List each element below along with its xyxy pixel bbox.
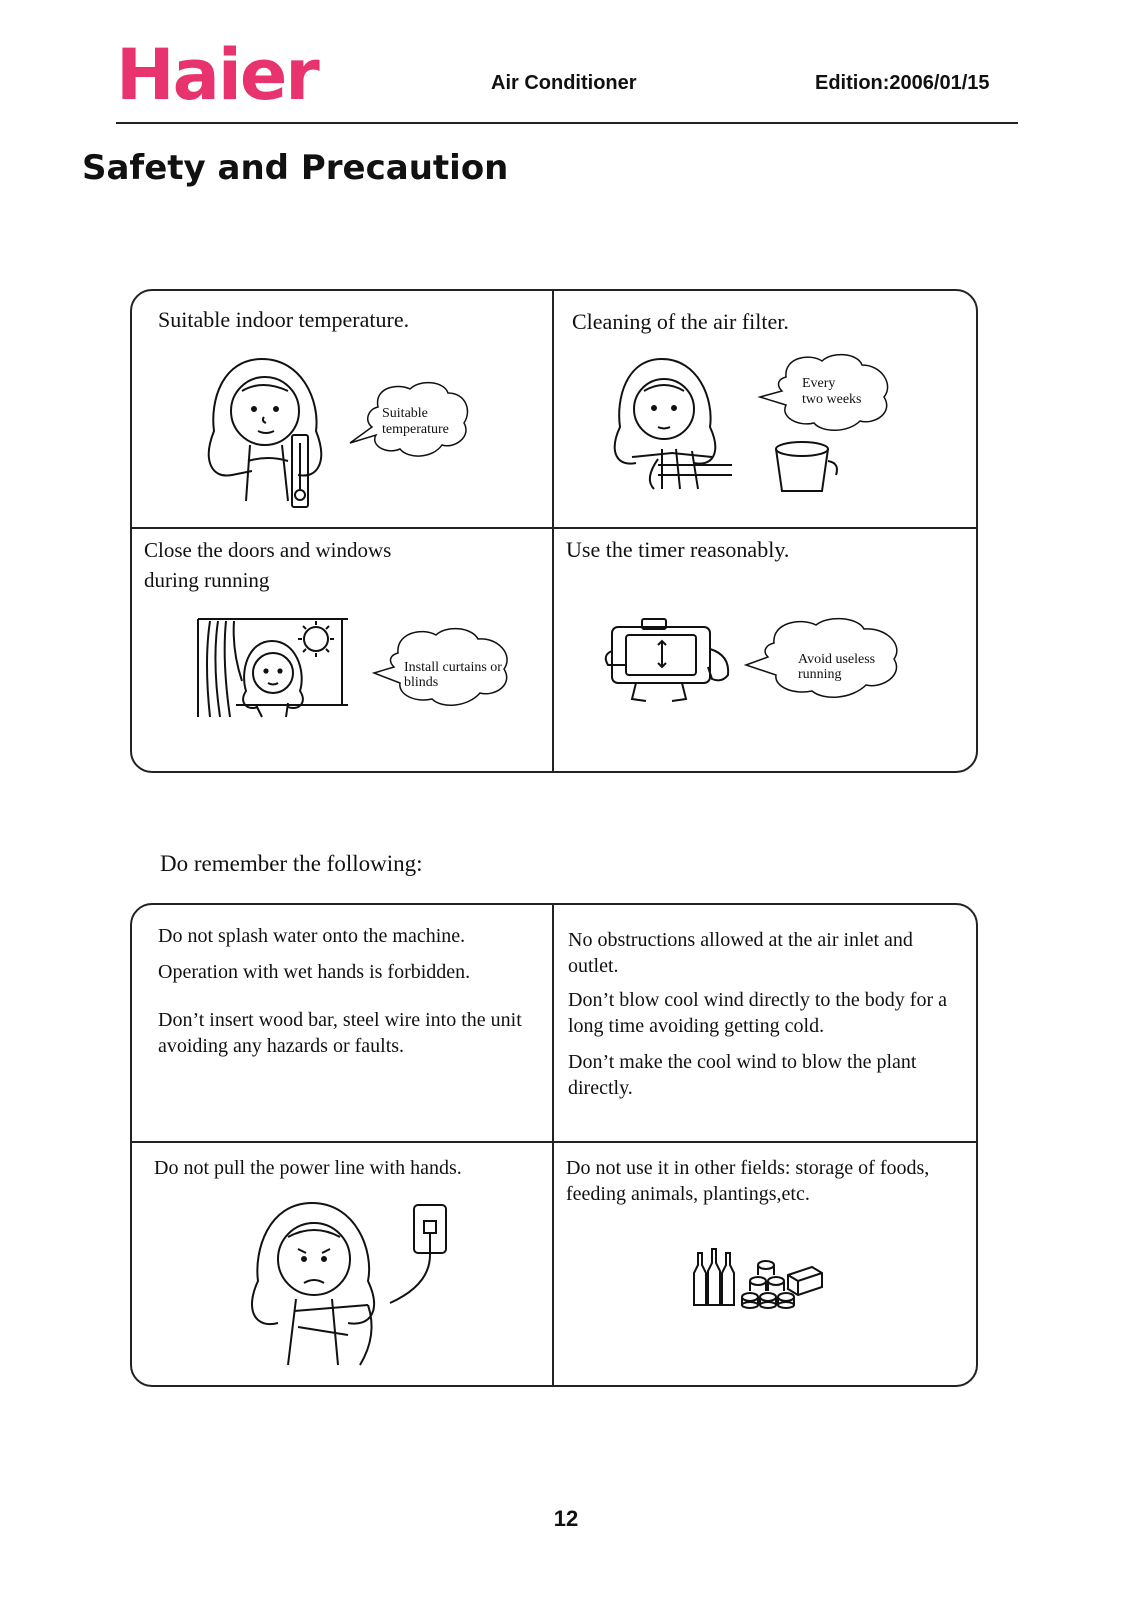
tips-panel [130,289,978,773]
remember-splash-water: Do not splash water onto the machine. [158,925,466,947]
remember-heading: Do remember the following: [160,851,423,876]
tip-caption-doors-line1: Close the doors and windows [144,538,392,562]
remember-other-fields: Do not use it in other fields: storage of foods, feeding animals, plantings,etc. [566,1157,930,1205]
remember-cool-wind-body: Don’t blow cool wind directly to the body for a long time avoiding getting cold. [568,989,948,1037]
remember-wet-hands: Operation with wet hands is forbidden. [158,961,471,983]
remember-insert-wood: Don’t insert wood bar, steel wire into the unit avoiding any hazards or faults. [158,1009,522,1057]
header-product: Air Conditioner [491,72,637,94]
bottles-and-cans-icon [688,1245,824,1309]
panel-divider-vertical [552,905,554,1385]
tip-caption-filter: Cleaning of the air filter. [572,309,789,334]
remember-panel [130,903,978,1387]
bubble-suitable-temperature [348,377,478,467]
tip-caption-doors-line2: during running [144,568,270,592]
haier-logo: Haier [116,34,318,116]
bubble-line: Suitable [382,406,428,421]
remember-no-obstructions: No obstructions allowed at the air inlet and outlet. [568,929,913,977]
bubble-line: blinds [404,675,439,690]
page-title: Safety and Precaution [82,148,509,188]
timer-character-illustration [602,617,742,709]
panel-divider-vertical [552,291,554,771]
remember-power-line: Do not pull the power line with hands. [154,1157,462,1179]
bubble-line: running [798,667,842,682]
tip-caption-timer: Use the timer reasonably. [566,537,790,562]
page-number: 12 [553,1506,579,1531]
bubble-install-curtains [372,625,522,715]
bubble-line: Install curtains or [404,660,502,675]
remember-cool-wind-plant: Don’t make the cool wind to blow the plant directly. [568,1051,917,1099]
panel-divider-horizontal [132,1141,976,1143]
bubble-avoid-useless-running [744,613,924,709]
bucket-icon [772,439,842,495]
bubble-line: Every [802,376,836,391]
tip-caption-temperature: Suitable indoor temperature. [158,307,410,332]
bubble-line: temperature [382,422,449,437]
girl-power-line-illustration [228,1195,468,1367]
panel-divider-horizontal [132,527,976,529]
header-rule [116,122,1018,124]
bubble-line: Avoid useless [798,652,876,667]
bubble-line: two weeks [802,392,862,407]
girl-window-illustration [196,617,356,727]
header-edition: Edition:2006/01/15 [815,72,990,94]
bubble-every-two-weeks [756,351,906,441]
